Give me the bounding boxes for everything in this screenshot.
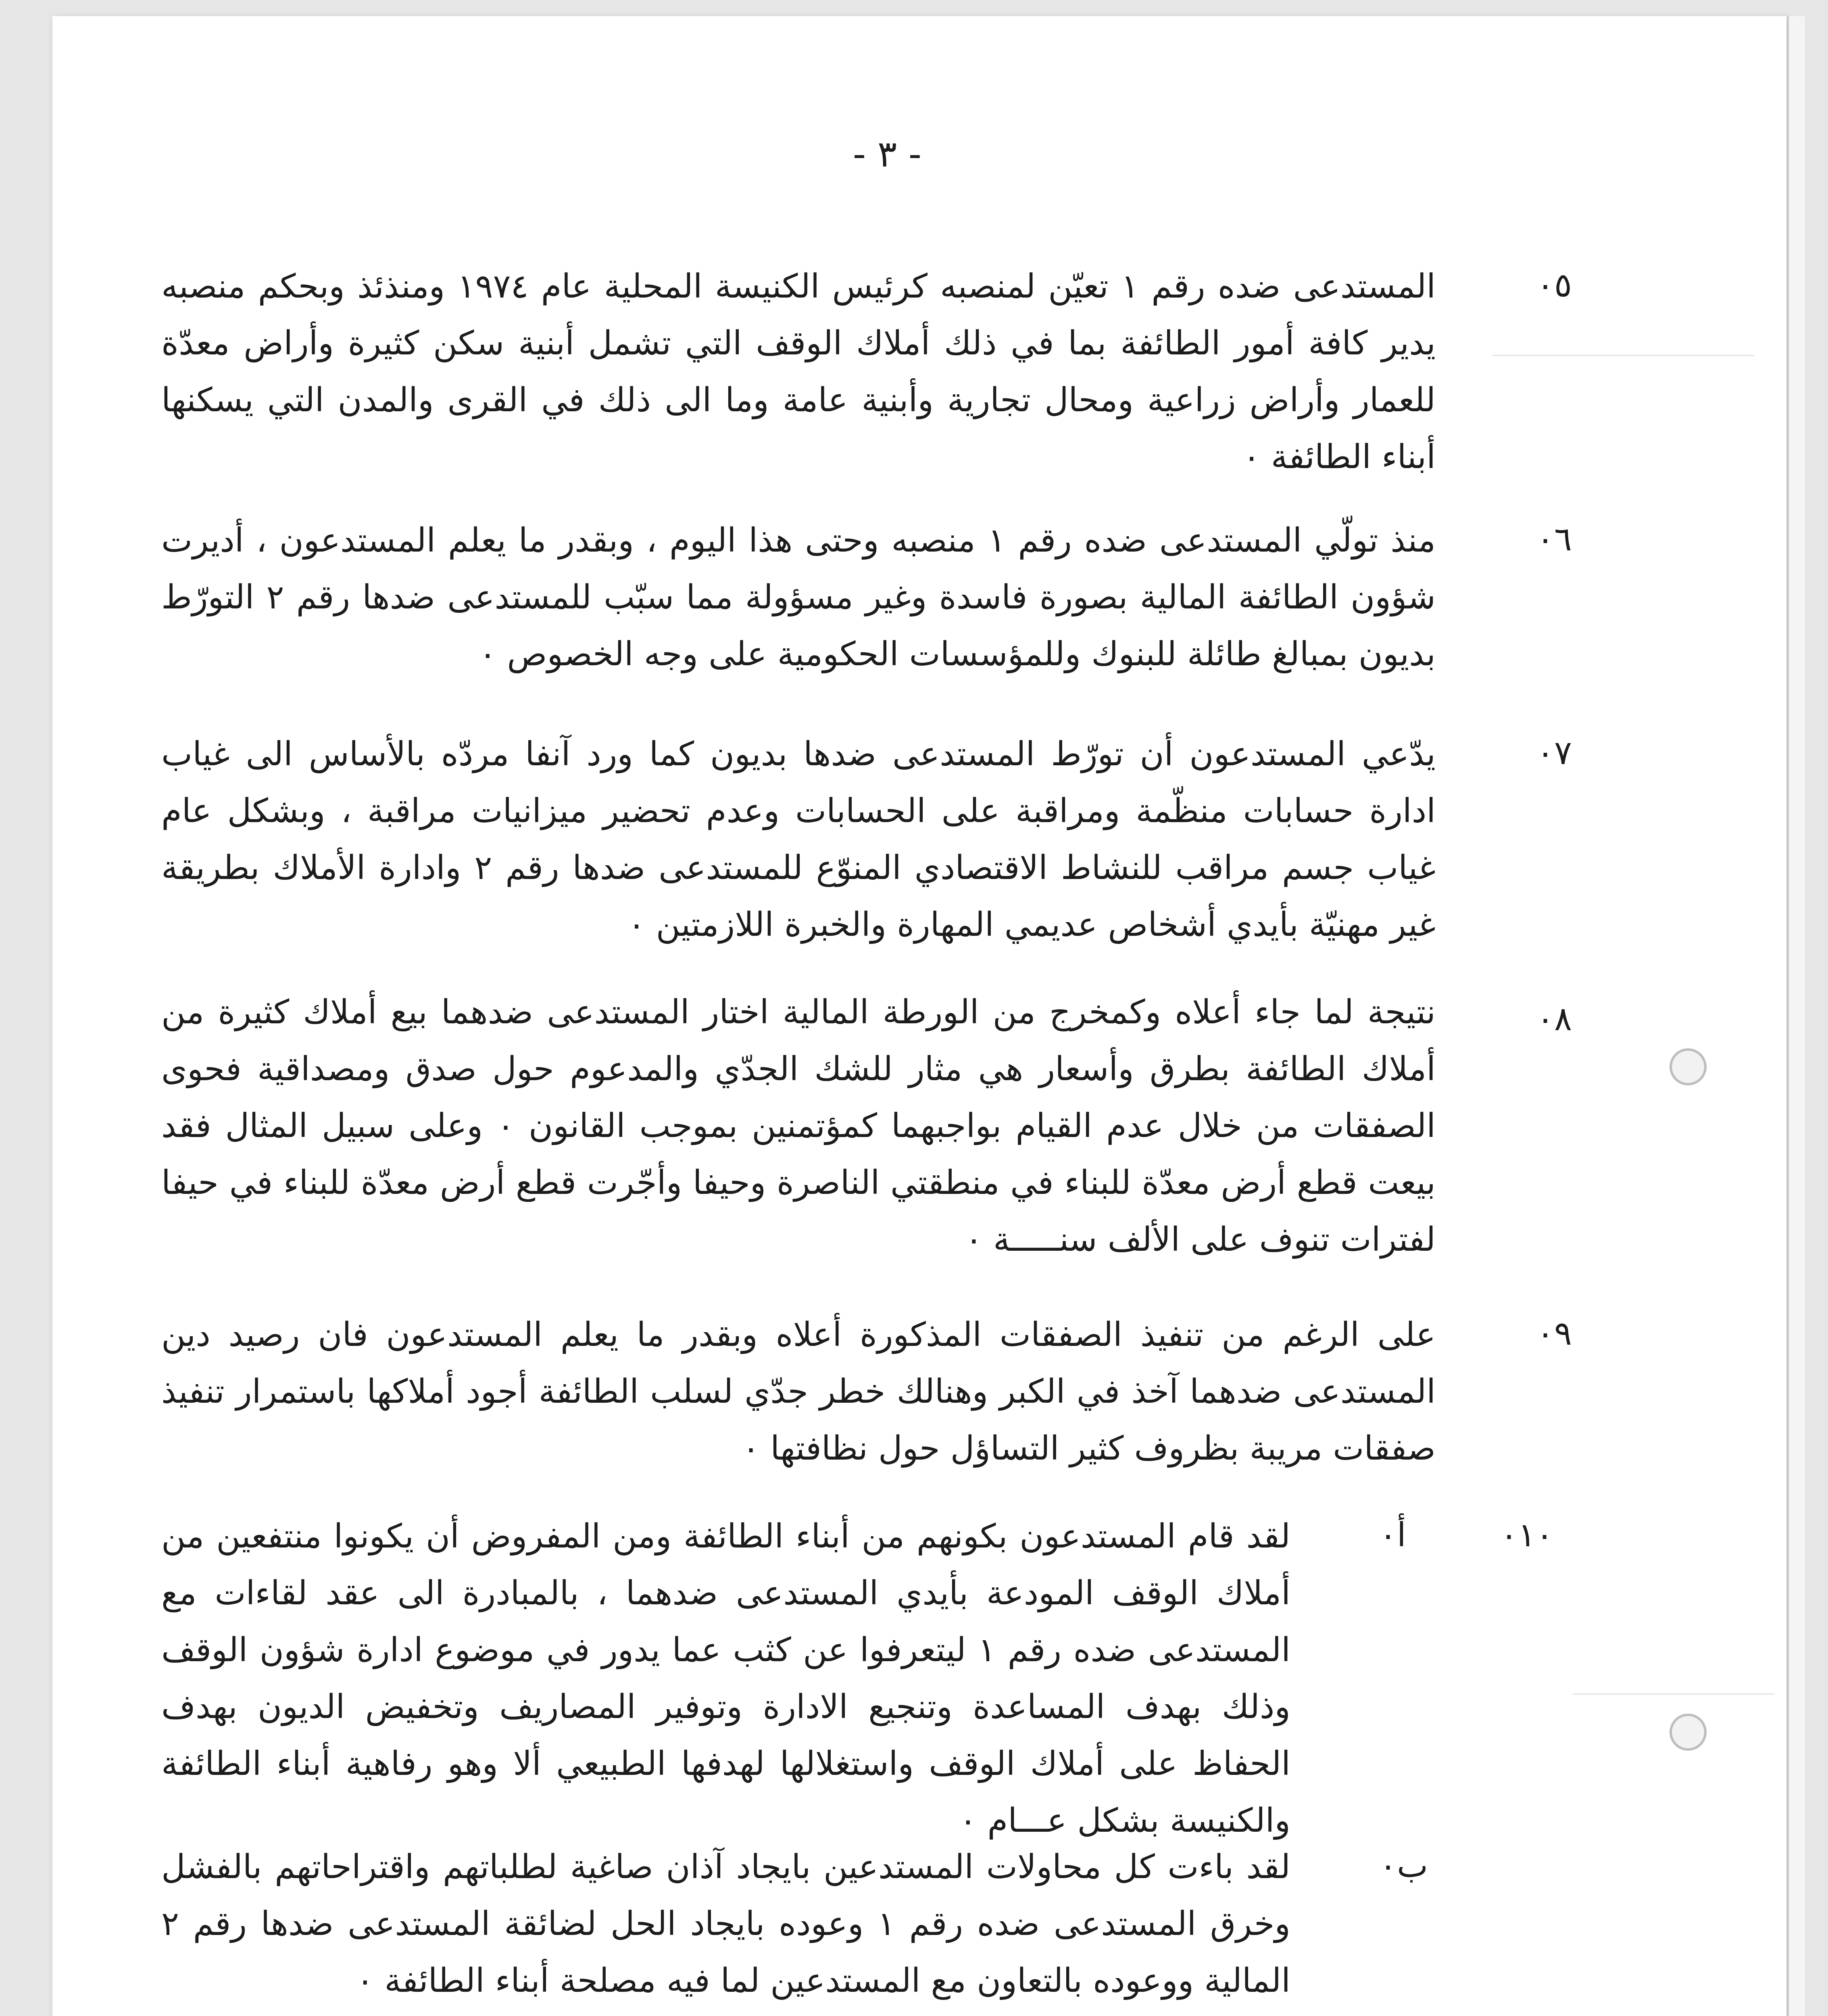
punch-hole: [1670, 1714, 1707, 1751]
paragraph-text: نتيجة لما جاء أعلاه وكمخرج من الورطة المالية اختار المستدعى ضدهما بيع أملاك كثيرة من أملاك الطائفة بطرق وأسعار هي مثار للشك الجدّي والمدعوم حول صدق ومصداقية فحوى الصفقات من خلال عدم القيام بواجبهما كمؤتمنين بموجب القانون ٠ وعلى سبيل المثال فقد بيعت قطع أرض معدّة للبناء في منطقتي الناصرة وحيفا وأجّرت قطع أرض معدّة للبناء في حيفا لفترات تنوف على الألف سنـــــة ٠: [161, 993, 1436, 1259]
paragraph-number: ٠٨: [1536, 1000, 1572, 1038]
subparagraph-label: أ٠: [1379, 1516, 1406, 1554]
page-edge: [1787, 16, 1805, 2016]
paragraph-text: يدّعي المستدعون أن تورّط المستدعى ضدها بديون كما ورد آنفا مردّه بالأساس الى غياب ادارة حسابات منظّمة ومراقبة على الحسابات وعدم تحضير ميزانيات مراقبة ، وبشكل عام غياب جسم مراقب للنشاط الاقتصادي المنوّع للمستدعى ضدها رقم ٢ وادارة الأملاك بطريقة غير مهنيّة بأيدي أشخاص عديمي المهارة والخبرة اللازمتين ٠: [161, 735, 1436, 944]
paragraph-text: المستدعى ضده رقم ١ تعيّن لمنصبه كرئيس الكنيسة المحلية عام ١٩٧٤ ومنذئذ وبحكم منصبه يدير كافة أمور الطائفة بما في ذلك أملاك الوقف التي تشمل أبنية سكن كثيرة وأراض معدّة للعمار وأراض زراعية ومحال تجارية وأبنية عامة وما الى ذلك في القرى والمدن التي يسكنها أبناء الطائفة ٠: [161, 267, 1436, 476]
page-number: - ٣ -: [853, 133, 922, 175]
bleed-through-mark: [1573, 1693, 1774, 1695]
punch-hole: [1670, 1048, 1707, 1085]
paragraph-text: منذ تولّي المستدعى ضده رقم ١ منصبه وحتى هذا اليوم ، وبقدر ما يعلم المستدعون ، أديرت شؤون الطائفة المالية بصورة فاسدة وغير مسؤولة مما سبّب للمستدعى ضدها رقم ٢ التورّط بديون بمبالغ طائلة للبنوك وللمؤسسات الحكومية على وجه الخصوص ٠: [161, 521, 1436, 673]
paragraph-number: ٠٩: [1536, 1314, 1572, 1353]
paragraph-text: على الرغم من تنفيذ الصفقات المذكورة أعلاه وبقدر ما يعلم المستدعون فان رصيد دين المستدعى ضدهما آخذ في الكبر وهنالك خطر جدّي لسلب الطائفة أجود أملاكها باستمرار تنفيذ صفقات مريبة بظروف كثير التساؤل حول نظافتها ٠: [161, 1316, 1436, 1468]
subparagraph-text: لقد قام المستدعون بكونهم من أبناء الطائفة ومن المفروض أن يكونوا منتفعين من أملاك الوقف المودعة بأيدي المستدعى ضدهما ، بالمبادرة الى عقد لقاءات مع المستدعى ضده رقم ١ ليتعرفوا عن كثب عما يدور في موضوع ادارة شؤون الوقف وذلك بهدف المساعدة وتنجيع الادارة وتوفير المصاريف وتخفيض الديون بهدف الحفاظ على أملاك الوقف واستغلالها لهدفها الطبيعي ألا وهو رفاهية أبناء الطائفة والكنيسة بشكل عـــام ٠: [161, 1517, 1290, 1840]
paragraph-number: ٠٦: [1536, 520, 1572, 558]
paragraph-number: ٠٧: [1536, 734, 1572, 772]
paragraph-number: ٠١٠: [1500, 1516, 1554, 1554]
bleed-through-mark: [1492, 355, 1754, 356]
subparagraph-label: ب٠: [1379, 1847, 1428, 1885]
subparagraph-text: لقد باءت كل محاولات المستدعين بايجاد آذان صاغية لطلباتهم واقتراحاتهم بالفشل وخرق المستدعى ضده رقم ١ وعوده بايجاد الحل لضائقة المستدعى ضدها رقم ٢ المالية ووعوده بالتعاون مع المستدعين لما فيه مصلحة أبناء الطائفة ٠: [161, 1848, 1290, 2000]
paragraph-number: ٠٥: [1536, 266, 1572, 304]
